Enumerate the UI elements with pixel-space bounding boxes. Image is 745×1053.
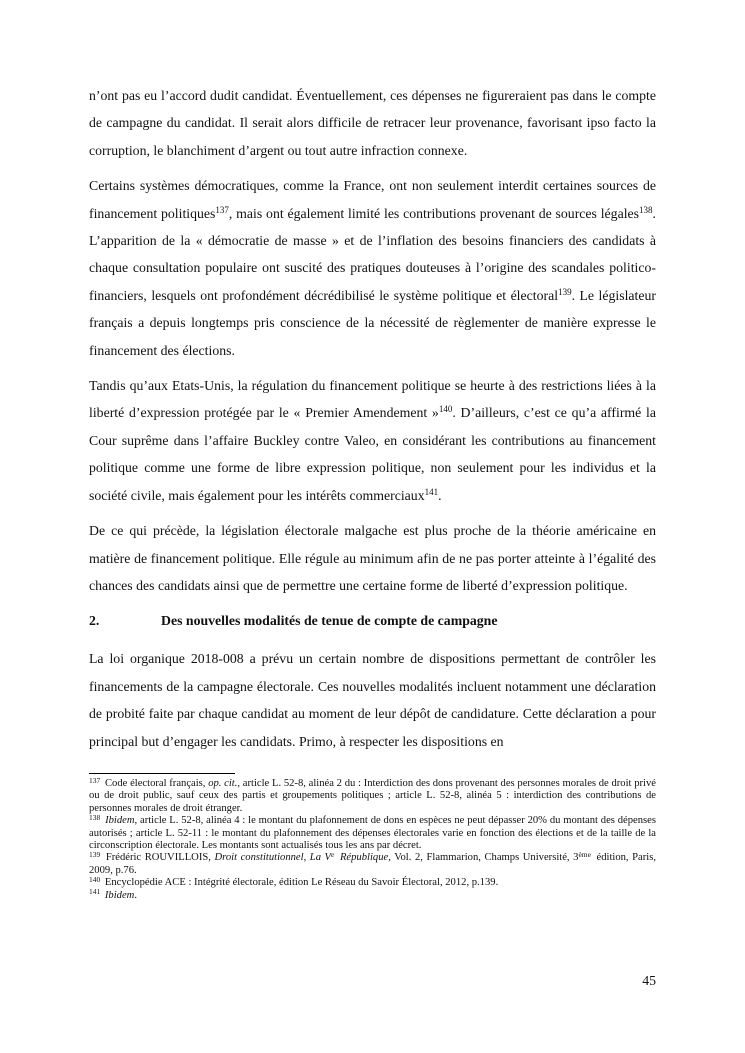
footnote-italic: op. cit.,: [208, 777, 241, 789]
document-page: [89, 82, 656, 902]
footnote-superscript: ème: [578, 850, 591, 859]
paragraph-1: [89, 82, 656, 164]
paragraph-4-text: De ce qui précède, la législation électorale malgache est plus proche de la théorie américaine en matière de financement politique. Elle régule au minimum afin de ne pas porter atteinte à l’égalité des chances des candidats ainsi que de permettre une certaine forme de liberté d’expression politique.: [89, 523, 656, 593]
section-title: Des nouvelles modalités de tenue de compte de campagne: [161, 613, 498, 629]
paragraph-2-text-a: Certains systèmes démocratiques, comme la France, ont non seulement interdit certaines sources de financement politiques: [89, 178, 656, 221]
footnote-text: ,: [303, 852, 310, 864]
footnote-text: Frédéric ROUVILLOIS,: [105, 852, 215, 864]
footnote-superscript: e: [331, 850, 335, 859]
footnote-italic: Ibidem: [104, 889, 135, 901]
footnote-141: [89, 887, 656, 902]
footnote-italic-part: République: [336, 852, 389, 864]
footnote-ref-137[interactable]: 137: [215, 204, 229, 215]
footnote-ref-139[interactable]: 139: [558, 286, 572, 297]
footnote-140: [89, 874, 656, 889]
section-heading: [89, 611, 656, 631]
paragraph-2-text-c: . L’apparition de la « démocratie de masse » et de l’inflation des besoins financiers des candidats à chaque consultation populaire ont suscité des pratiques douteuses à l’origine des scandales politico-financiers, lesquels ont profondément décrédibilisé le système politique et électoral: [89, 205, 656, 303]
paragraph-3-text-c: .: [438, 487, 442, 503]
footnote-ref-141[interactable]: 141: [424, 486, 439, 497]
section-number: 2.: [89, 613, 100, 629]
footnote-number: 139: [89, 850, 101, 859]
paragraph-2-text-d: . Le législateur français a depuis longtemps pris conscience de la nécessité de règlementer de manière expresse le financement des élections.: [89, 287, 656, 358]
footnote-ref-138[interactable]: 138: [639, 204, 653, 215]
footnote-text: , Vol. 2, Flammarion, Champs Université, 3: [388, 852, 579, 864]
footnote-137: [89, 775, 656, 815]
paragraph-4: [89, 517, 656, 599]
footnote-number: 138: [89, 812, 101, 822]
paragraph-1-text: n’ont pas eu l’accord dudit candidat. Éventuellement, ces dépenses ne figureraient pas dans le compte de campagne du candidat. Il serait alors difficile de retracer leur provenance, favorisant ipso facto la corruption, le blanchiment d’argent ou tout autre infraction connexe.: [89, 88, 656, 158]
footnote-text: Encyclopédie ACE : Intégrité électorale, édition Le Réseau du Savoir Électoral, 2012, p.139.: [104, 877, 499, 889]
paragraph-5: [89, 645, 656, 755]
paragraph-2-text-b: , mais ont également limité les contributions provenant de sources légales: [228, 205, 640, 221]
paragraph-3-text-b: . D’ailleurs, c’est ce qu’a affirmé la Cour suprême dans l’affaire Buckley contre Valeo, en considérant les contributions au financement politique comme une forme de libre expression politique, non seulement pour les individus et la société civile, mais également pour les intérêts commerciaux: [89, 405, 656, 503]
footnote-text: Code électoral français,: [104, 777, 209, 789]
footnote-number: 137: [89, 775, 101, 785]
footnote-text: .: [134, 889, 137, 901]
footnote-number: 140: [89, 874, 101, 884]
footnote-text: , article L. 52-8, alinéa 4 : le montant du plafonnement de dons en espèces ne peut dépasser 20% du montant des dépenses autorisés ; article L. 52-11 : le montant du plafonnement des dépenses électorales varie en fonction des élections et de la taille de la circonscription électorale. Les montants sont actualisés tous les ans par décret.: [89, 815, 657, 851]
paragraph-3-text-a: Tandis qu’aux Etats-Unis, la régulation du financement politique se heurte à des restrictions liées à la liberté d’expression protégée par le « Premier Amendement »: [89, 378, 656, 421]
footnote-italic: Ibidem: [105, 815, 135, 827]
page-number: 45: [642, 973, 656, 988]
footnote-number: 141: [89, 887, 101, 897]
footnote-italic-part: La V: [309, 852, 332, 864]
paragraph-5-text: La loi organique 2018-008 a prévu un certain nombre de dispositions permettant de contrôler les financements de la campagne électorale. Ces nouvelles modalités incluent notamment une déclaration de probité faite par chaque candidat au moment de leur dépôt de candidature. Cette déclaration a pour principal but d’engager les candidats. Primo, à respecter les dispositions en: [89, 651, 656, 749]
footnote-text: article L. 52-8, alinéa 2 du : Interdiction des dons provenant des personnes morales de droit privé ou de droit public, sauf ceux des partis et groupements politiques ; article L. 52-8, alinéa 5 : interdiction des contributions de personnes morales de droit étranger.: [89, 777, 656, 814]
footnote-italic: [310, 852, 388, 863]
paragraph-2: [89, 172, 656, 364]
footnote-separator: [89, 773, 235, 774]
footnote-139: [89, 852, 656, 877]
footnote-italic: Droit constitutionnel: [214, 852, 304, 864]
footnote-ref-140[interactable]: 140: [438, 404, 453, 415]
footnotes: [89, 775, 657, 902]
footnote-138: [89, 812, 657, 852]
paragraph-3: [89, 372, 656, 509]
footnote-text: édition, Paris, 2009, p.76.: [89, 852, 656, 876]
